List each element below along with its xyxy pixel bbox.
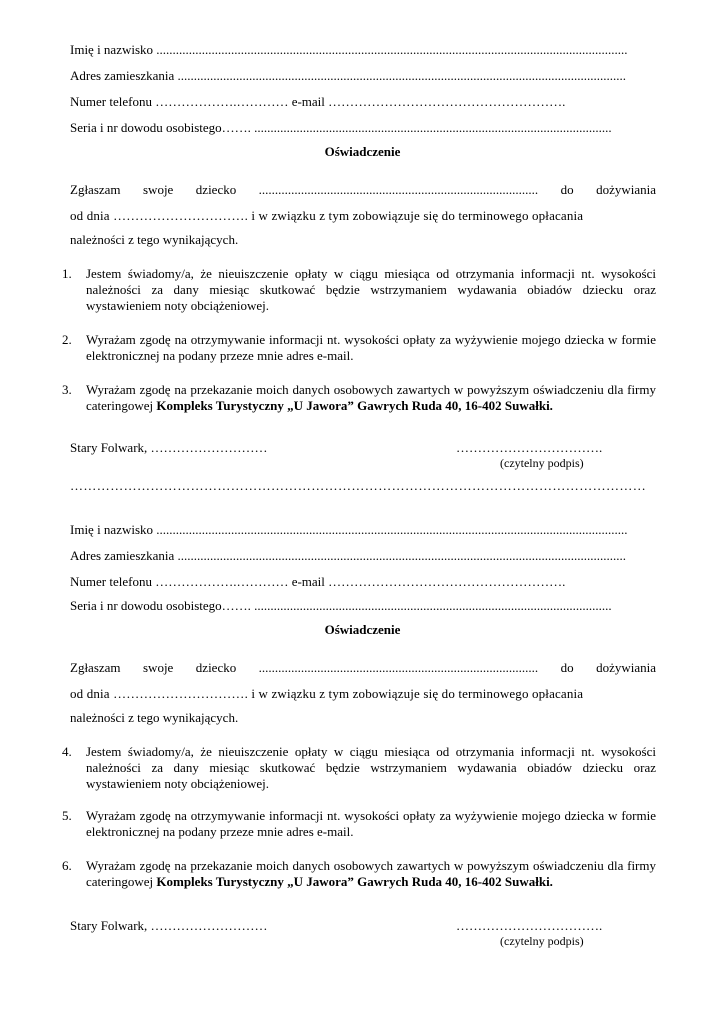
clause-number: 6. <box>62 858 72 873</box>
clause-text <box>86 858 656 890</box>
name-field-1: Imię i nazwisko ................................................................................................................................................. <box>70 42 628 57</box>
decl-word: dziecko <box>195 182 237 197</box>
declaration-line-3: należności z tego wynikających. <box>70 232 239 247</box>
clause-number: 2. <box>62 332 72 347</box>
declaration-line-3: należności z tego wynikających. <box>70 710 239 725</box>
cut-separator: ………………………………………………………………………………………………………………… <box>70 478 647 493</box>
place-date-1: Stary Folwark, ……………………… <box>70 440 268 455</box>
clause-number: 1. <box>62 266 72 281</box>
clause-text-a: Wyrażam zgodę na przekazanie moich danych osobowych zawartych w powyższym oświadczeniu dla firmy cateringowej <box>86 858 656 889</box>
company-name: Kompleks Turystyczny „U Jawora” Gawrych Ruda 40, 16-402 Suwałki. <box>156 874 553 889</box>
address-field-1: Adres zamieszkania .......................................................................................................................................... <box>70 68 627 83</box>
clause-3 <box>62 382 656 414</box>
clause-4 <box>62 744 656 792</box>
decl-word: dożywiania <box>596 182 656 197</box>
signature-line-1: ……………………………. <box>456 440 603 455</box>
clause-number: 4. <box>62 744 72 759</box>
decl-word: swoje <box>143 660 174 675</box>
clause-text-a: Wyrażam zgodę na przekazanie moich danych osobowych zawartych w powyższym oświadczeniu dla firmy cateringowej <box>86 382 656 413</box>
signature-caption-2: (czytelny podpis) <box>500 934 584 948</box>
declaration-title-1: Oświadczenie <box>324 144 401 159</box>
signature-line-2: ……………………………. <box>456 918 603 933</box>
declaration-line-2: od dnia …………………………. i w związku z tym zobowiązuje się do terminowego opłacania <box>70 208 584 223</box>
decl-word: dziecko <box>195 660 237 675</box>
id-card-field-1: Seria i nr dowodu osobistego……. .............................................................................................................. <box>70 120 612 135</box>
clause-text: Jestem świadomy/a, że nieuiszczenie opłaty w ciągu miesiąca od otrzymania informacji nt. wysokości należności za dany miesiąc skutkować będzie wstrzymaniem wydawania obiadów dziecku oraz wystawieniem noty obciążeniowej. <box>86 266 656 313</box>
address-field-2: Adres zamieszkania .......................................................................................................................................... <box>70 548 627 563</box>
child-name-field: ...................................................................................... <box>258 660 539 675</box>
declaration-line-1 <box>70 660 656 676</box>
clause-2 <box>62 332 656 364</box>
signature-caption-1: (czytelny podpis) <box>500 456 584 470</box>
phone-email-field-2: Numer telefonu ……………….………… e-mail ………………………………………………. <box>70 574 566 589</box>
clause-text: Jestem świadomy/a, że nieuiszczenie opłaty w ciągu miesiąca od otrzymania informacji nt. wysokości należności za dany miesiąc skutkować będzie wstrzymaniem wydawania obiadów dziecku oraz wystawieniem noty obciążeniowej. <box>86 744 656 791</box>
declaration-line-1 <box>70 182 656 198</box>
decl-word: dożywiania <box>596 660 656 675</box>
company-name: Kompleks Turystyczny „U Jawora” Gawrych Ruda 40, 16-402 Suwałki. <box>156 398 553 413</box>
declaration-title-2: Oświadczenie <box>324 622 401 637</box>
id-card-field-2: Seria i nr dowodu osobistego……. .............................................................................................................. <box>70 598 612 613</box>
decl-word: do <box>560 182 574 197</box>
phone-email-field-1: Numer telefonu ……………….………… e-mail ………………………………………………. <box>70 94 566 109</box>
name-field-2: Imię i nazwisko ................................................................................................................................................. <box>70 522 628 537</box>
clause-number: 5. <box>62 808 72 823</box>
place-date-2: Stary Folwark, ……………………… <box>70 918 268 933</box>
decl-word: swoje <box>143 182 174 197</box>
clause-6 <box>62 858 656 890</box>
clause-text: Wyrażam zgodę na otrzymywanie informacji nt. wysokości opłaty za wyżywienie mojego dziecka w formie elektronicznej na podany przeze mnie adres e-mail. <box>86 332 656 363</box>
clause-5 <box>62 808 656 840</box>
clause-number: 3. <box>62 382 72 397</box>
clause-text <box>86 382 656 414</box>
decl-word: do <box>560 660 574 675</box>
decl-word: Zgłaszam <box>70 660 121 675</box>
clause-1 <box>62 266 656 314</box>
declaration-line-2: od dnia …………………………. i w związku z tym zobowiązuje się do terminowego opłacania <box>70 686 584 701</box>
decl-word: Zgłaszam <box>70 182 121 197</box>
child-name-field: ...................................................................................... <box>258 182 539 197</box>
clause-text: Wyrażam zgodę na otrzymywanie informacji nt. wysokości opłaty za wyżywienie mojego dziecka w formie elektronicznej na podany przeze mnie adres e-mail. <box>86 808 656 839</box>
